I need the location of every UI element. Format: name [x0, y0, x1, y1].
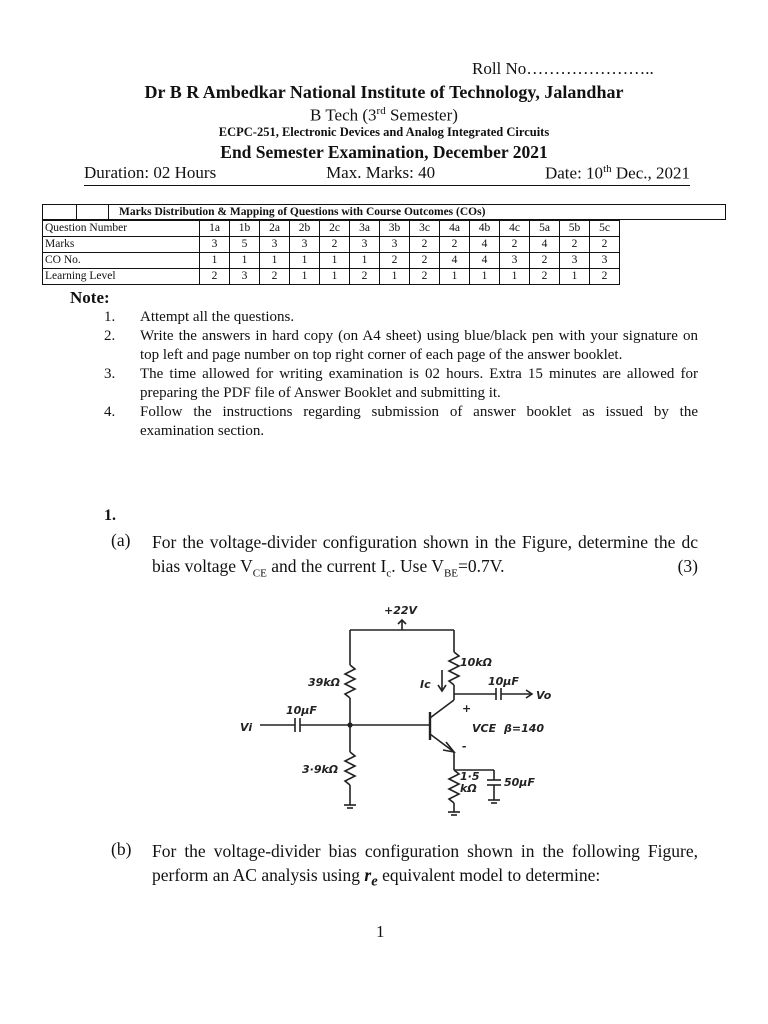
table-cell: 2 [410, 269, 440, 285]
program-line [0, 105, 768, 126]
table-cell: 2 [350, 269, 380, 285]
marks-table-title-bar [42, 204, 726, 220]
table-cell: 1 [230, 253, 260, 269]
note-item [104, 327, 698, 365]
voltage-divider-circuit-diagram [232, 600, 572, 822]
note-list [104, 308, 698, 441]
table-cell: 5b [560, 221, 590, 237]
table-cell: 2 [410, 237, 440, 253]
page-number: 1 [376, 922, 385, 941]
program-prefix: B Tech (3 [310, 105, 377, 125]
table-cell: 4 [470, 253, 500, 269]
table-cell: 3 [380, 237, 410, 253]
table-cell: 2 [260, 269, 290, 285]
table-cell: 3 [590, 253, 620, 269]
table-cell: 2 [410, 253, 440, 269]
table-cell: 2 [530, 269, 560, 285]
table-cell: 1 [380, 269, 410, 285]
table-cell: 3 [560, 253, 590, 269]
table-cell: 1 [500, 269, 530, 285]
table-cell: 5 [230, 237, 260, 253]
note-item-number: 4. [104, 404, 116, 420]
rc-resistor [449, 652, 459, 685]
table-row [43, 253, 620, 269]
table-cell: 3 [200, 237, 230, 253]
part-a-text: For the voltage-divider configuration shown in the Figure, determine the dc bias voltage $V_{CE}$ and the current $I_c$. Use $V_{BE}=0.7V$. (3) [152, 532, 698, 580]
table-cell: 4c [500, 221, 530, 237]
part-a-marks: (3) [677, 556, 698, 576]
program-suffix: Semester) [385, 105, 458, 125]
table-cell: 2 [590, 269, 620, 285]
table-cell: 1 [290, 253, 320, 269]
transistor-emitter [430, 734, 454, 752]
table-cell: 2 [530, 253, 560, 269]
table-cell: 2 [590, 237, 620, 253]
vo-label: Vo [536, 689, 552, 702]
exam-details-line [84, 163, 690, 186]
question-number: 1. [104, 507, 116, 524]
note-item [104, 308, 698, 327]
r1-resistor [345, 665, 355, 698]
note-item-text: Attempt all the questions. [140, 309, 295, 325]
table-cell: 3 [350, 237, 380, 253]
roll-number: Roll No………………….. [472, 59, 654, 78]
part-a-label: (a) [111, 530, 131, 550]
table-cell: 2a [260, 221, 290, 237]
table-cell: 5c [590, 221, 620, 237]
table-cell: 1 [290, 269, 320, 285]
row-label: Question Number [43, 221, 200, 237]
table-cell: 2 [200, 269, 230, 285]
r2-label: 3·9kΩ [302, 763, 339, 776]
table-cell: 2 [560, 237, 590, 253]
table-cell: 4 [470, 237, 500, 253]
re-resistor [449, 770, 459, 803]
table-cell: 1 [320, 253, 350, 269]
note-item-number: 1. [104, 309, 116, 325]
table-cell: 2c [320, 221, 350, 237]
table-row [43, 221, 620, 237]
table-cell: 2 [440, 237, 470, 253]
note-item-number: 2. [104, 328, 116, 344]
table-cell: 2 [500, 237, 530, 253]
table-cell: 1 [350, 253, 380, 269]
course-title: ECPC-251, Electronic Devices and Analog Integrated Circuits [218, 125, 550, 139]
table-cell: 1 [320, 269, 350, 285]
table-cell: 4a [440, 221, 470, 237]
table-cell: 5a [530, 221, 560, 237]
note-item-text: Write the answers in hard copy (on A4 sheet) using blue/black pen with your signature on top left and page number on top right corner of each page of the answer booklet. [140, 328, 698, 363]
duration: Duration: 02 Hours [84, 163, 217, 182]
c-in-label: 10μF [286, 704, 317, 717]
table-cell: 1a [200, 221, 230, 237]
note-heading: Note: [70, 288, 110, 307]
vce-minus: - [462, 740, 467, 753]
part-b-text: For the voltage-divider bias configuration shown in the following Figure, perform an AC analysis using $r_e$ equivalent model to determine: [152, 841, 698, 890]
vce-plus: + [462, 702, 472, 715]
vce-label: VCE [472, 722, 497, 735]
table-cell: 2b [290, 221, 320, 237]
note-item-text: Follow the instructions regarding submission of answer booklet as issued by the examination section. [140, 404, 698, 439]
marks-table [42, 220, 620, 285]
note-item [104, 365, 698, 403]
part-b-label: (b) [111, 839, 132, 859]
table-cell: 3 [290, 237, 320, 253]
table-row [43, 269, 620, 285]
table-cell: 3a [350, 221, 380, 237]
rc-label: 10kΩ [460, 656, 492, 669]
max-marks: Max. Marks: 40 [326, 163, 436, 182]
exam-date: Date: 10th Dec., 2021 [544, 163, 690, 183]
table-cell: 1 [470, 269, 500, 285]
c-e-label: 50μF [504, 776, 535, 789]
beta-label: β=140 [504, 722, 545, 735]
table-cell: 3 [500, 253, 530, 269]
ic-label: Ic [420, 678, 431, 691]
table-cell: 1 [440, 269, 470, 285]
table-cell: 2 [380, 253, 410, 269]
note-item [104, 403, 698, 441]
row-label: CO No. [43, 253, 200, 269]
table-cell: 1 [560, 269, 590, 285]
table-cell: 1b [230, 221, 260, 237]
vcc-label: +22V [384, 604, 418, 617]
table-cell: 1 [200, 253, 230, 269]
institute-name: Dr B R Ambedkar National Institute of Technology, Jalandhar [144, 82, 624, 102]
table-cell: 3 [260, 237, 290, 253]
re-label-2: kΩ [460, 782, 477, 795]
table-cell: 2 [320, 237, 350, 253]
note-item-number: 3. [104, 366, 116, 382]
vi-label: Vi [240, 721, 253, 734]
table-cell: 4 [530, 237, 560, 253]
table-cell: 4b [470, 221, 500, 237]
re-label-1: 1·5 [460, 770, 480, 783]
table-cell: 3 [230, 269, 260, 285]
table-row [43, 237, 620, 253]
row-label: Marks [43, 237, 200, 253]
r1-label: 39kΩ [308, 676, 340, 689]
row-label: Learning Level [43, 269, 200, 285]
note-item-text: The time allowed for writing examination is 02 hours. Extra 15 minutes are allowed for preparing the PDF file of Answer Booklet and submitting it. [140, 366, 698, 401]
marks-table-title: Marks Distribution & Mapping of Questions with Course Outcomes (COs) [119, 206, 486, 218]
table-cell: 4 [440, 253, 470, 269]
r2-resistor [345, 752, 355, 785]
exam-title: End Semester Examination, December 2021 [220, 142, 548, 162]
table-cell: 1 [260, 253, 290, 269]
table-cell: 3b [380, 221, 410, 237]
transistor-collector [430, 700, 454, 718]
program-sup: rd [376, 105, 386, 117]
c-out-label: 10μF [488, 675, 519, 688]
table-cell: 3c [410, 221, 440, 237]
